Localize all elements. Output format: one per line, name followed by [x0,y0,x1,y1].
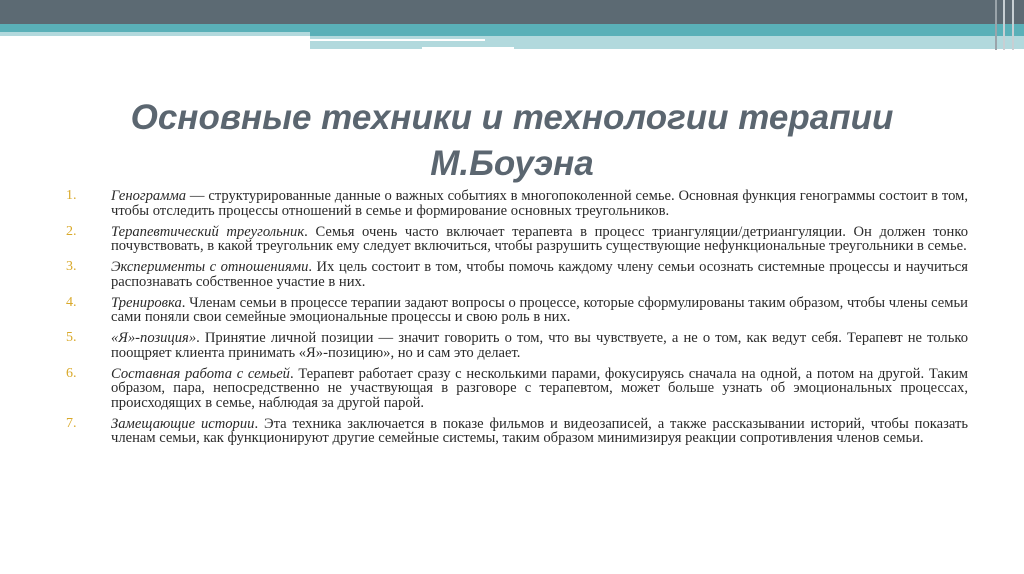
item-term: Тренировка [111,294,182,311]
item-term: Генограмма [111,188,187,204]
list-item [66,260,968,289]
item-term: Терапевтический треугольник [111,223,305,240]
list-item [66,331,968,360]
item-number: 3. [66,259,77,274]
list-item [66,225,968,254]
item-text: — структурированные данные о важных событиях в многопоколенной семье. Основная функция генограммы состоит в том, чтобы отследить процессы отношений в семье и формирование основных треугольников. [111,188,968,219]
item-term: Эксперименты с отношениями [111,259,309,275]
item-text: . Их цель состоит в том, чтобы помочь каждому члену семьи осознать системные процессы и научиться распознавать собственное участие в них. [111,259,968,290]
item-number: 2. [66,223,77,239]
item-number: 4. [66,294,77,310]
list-item [66,189,968,218]
header-decoration [0,0,1024,60]
item-number: 7. [66,415,77,431]
item-text: . Принятие личной позиции — значит говорить о том, что вы чувствуете, а не о том, как ведут себя. Терапевт не только поощряет клиента принимать «Я»-позицию», но и сам это делает. [111,330,968,361]
item-text: . Семья очень часто включает терапевта в процесс триангуляции/детриангуляции. Он должен тонко почувствовать, в какой треугольник ему следует включиться, чтобы разрушить существующие нефункциональные треугольники в семье. [111,223,969,254]
techniques-list [66,189,968,452]
list-item [66,367,968,411]
item-text: . Эта техника заключается в показе фильмов и видеозаписей, а также рассказывании историй, чтобы показать членам семьи, как функционируют другие семейные системы, таким образом минимизируя реакции сопротивления членов семьи. [111,415,968,446]
item-number: 1. [66,188,77,203]
item-term: Составная работа с семьей [111,365,290,382]
slide-title: Основные техники и технологии терапии М.Боуэна [130,98,894,183]
item-number: 5. [66,330,77,345]
item-text: . Членам семьи в процессе терапии задают вопросы о процессе, которые сформулированы таким образом, чтобы члены семьи сами поняли свои семейные эмоциональные процессы и свою роль в них. [111,294,968,325]
item-number: 6. [66,365,77,381]
item-term: «Я»-позиция» [111,330,197,346]
item-text: . Терапевт работает сразу с несколькими парами, фокусируясь сначала на одной, а потом на другой. Таким образом, пара, непосредственно не участвующая в разговоре с терапевтом, может больше узнать об эмоциональных процессах, происходящих в семье, наблюдая за другой парой. [111,365,968,411]
list-item [66,417,968,446]
item-term: Замещающие истории [111,415,255,432]
list-item [66,296,968,325]
